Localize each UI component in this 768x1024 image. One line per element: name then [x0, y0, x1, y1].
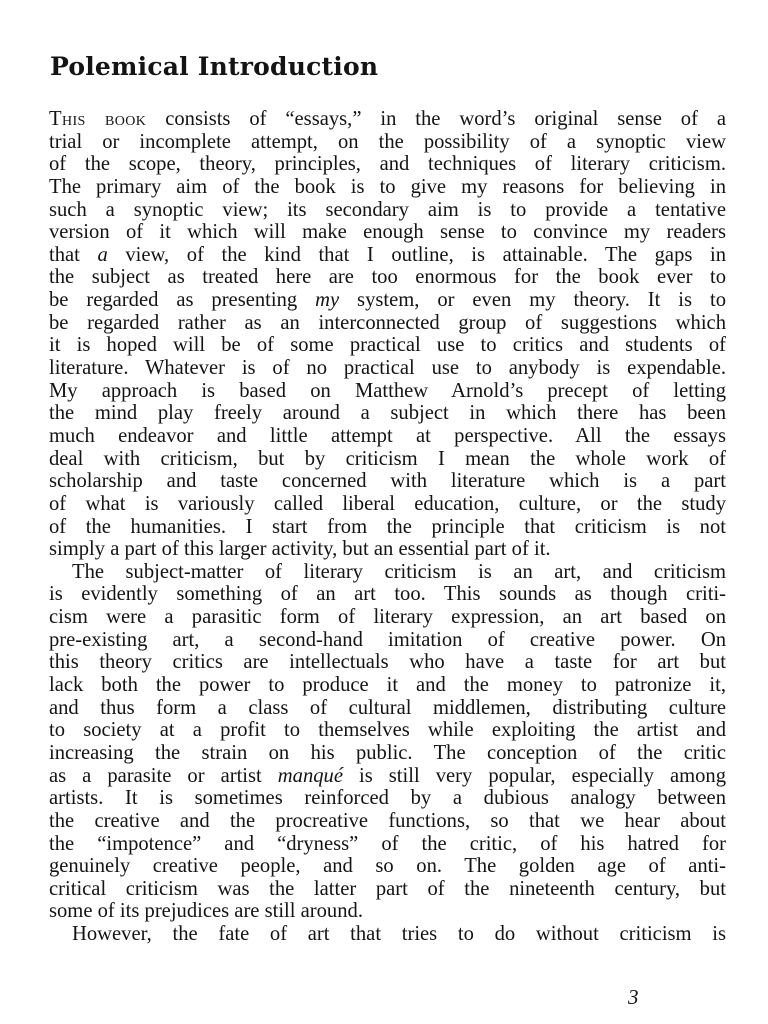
text-run: is evidently something of an art too. This sounds as though criti-: [49, 583, 726, 606]
text-run: the creative and the procreative functions, so that we hear about: [49, 809, 726, 832]
text-run: critical criticism was the latter part of the nineteenth century, but: [49, 877, 726, 900]
text-line: [49, 448, 726, 471]
text-line: [49, 470, 726, 493]
text-line: [49, 289, 726, 312]
text-line: [49, 923, 726, 946]
text-run: this theory critics are intellectuals who have a taste for art but: [49, 651, 726, 674]
text-line: [49, 516, 726, 539]
text-line: [49, 855, 726, 878]
text-line: [49, 176, 726, 199]
text-run: The primary aim of the book is to give my reasons for believing in: [49, 175, 726, 198]
text-run: consists of “essays,” in the word’s original sense of a: [146, 108, 726, 130]
text-line: [49, 878, 726, 901]
text-run: that: [49, 243, 98, 266]
text-run: such a synoptic view; its secondary aim is to provide a tentative: [49, 198, 726, 221]
text-run: of the scope, theory, principles, and techniques of literary criticism.: [49, 153, 726, 176]
text-line: [49, 380, 726, 403]
text-run: it is hoped will be of some practical use to critics and students of: [49, 334, 726, 357]
text-run: pre-existing art, a second-hand imitation of creative power. On: [49, 628, 726, 651]
text-line: [49, 583, 726, 606]
text-run: is still very popular, especially among: [343, 764, 726, 787]
text-line: [49, 131, 726, 154]
text-line: [49, 742, 726, 765]
text-line: [49, 244, 726, 267]
text-run: system, or even my theory. It is to: [339, 289, 726, 312]
text-run: artists. It is sometimes reinforced by a dubious analogy between: [49, 787, 726, 810]
text-run: scholarship and taste concerned with literature which is a part: [49, 470, 726, 493]
text-line: [49, 787, 726, 810]
text-line: [49, 674, 726, 697]
small-caps-run: This book: [49, 108, 147, 130]
text-run: of the humanities. I start from the principle that criticism is not: [49, 515, 726, 538]
text-run: genuinely creative people, and so on. The golden age of anti-: [49, 855, 726, 878]
text-run: be regarded as presenting: [49, 289, 316, 312]
text-line: [49, 199, 726, 222]
italic-run: my: [315, 289, 340, 312]
text-run: version of it which will make enough sense to convince my readers: [49, 221, 726, 244]
chapter-heading: Polemical Introduction: [50, 52, 379, 81]
body-text: [49, 108, 726, 946]
text-line: [49, 606, 726, 629]
text-line: [49, 153, 726, 176]
text-line: [49, 357, 726, 380]
text-run: the mind play freely around a subject in which there has been: [49, 402, 726, 425]
text-line: [49, 221, 726, 244]
text-line: [49, 402, 726, 425]
text-run: deal with criticism, but by criticism I mean the whole work of: [49, 447, 726, 470]
text-run: to society at a profit to themselves while exploiting the artist and: [49, 719, 726, 742]
text-run: literature. Whatever is of no practical use to anybody is expendable.: [49, 357, 726, 380]
text-line: [49, 900, 726, 923]
text-run: much endeavor and little attempt at perspective. All the essays: [49, 424, 726, 447]
text-run: of what is variously called liberal education, culture, or the study: [49, 492, 726, 515]
text-line: [49, 312, 726, 335]
text-run: be regarded rather as an interconnected group of suggestions which: [49, 311, 726, 334]
text-line: [49, 538, 726, 561]
text-line: [49, 493, 726, 516]
text-line: [49, 629, 726, 652]
text-line: [49, 425, 726, 448]
text-run: The subject-matter of literary criticism is an art, and criticism: [72, 560, 726, 583]
text-run: simply a part of this larger activity, but an essential part of it.: [49, 538, 551, 561]
text-run: My approach is based on Matthew Arnold’s precept of letting: [49, 379, 726, 402]
text-line: [49, 651, 726, 674]
text-run: some of its prejudices are still around.: [49, 900, 363, 923]
text-run: the subject as treated here are too enormous for the book ever to: [49, 266, 726, 289]
italic-run: a: [97, 243, 108, 266]
text-line: [49, 108, 726, 131]
text-run: cism were a parasitic form of literary expression, an art based on: [49, 606, 726, 629]
text-line: [49, 334, 726, 357]
page-number: 3: [628, 985, 639, 1009]
text-run: the “impotence” and “dryness” of the critic, of his hatred for: [49, 832, 726, 855]
text-run: trial or incomplete attempt, on the possibility of a synoptic view: [49, 130, 726, 153]
italic-run: manqué: [277, 764, 343, 787]
text-line: [49, 810, 726, 833]
text-line: [49, 266, 726, 289]
text-line: [49, 833, 726, 856]
text-line: [49, 697, 726, 720]
text-run: lack both the power to produce it and the money to patronize it,: [49, 674, 726, 697]
text-run: However, the fate of art that tries to do without criticism is: [72, 923, 726, 946]
text-line: [49, 765, 726, 788]
text-run: increasing the strain on his public. The conception of the critic: [49, 741, 726, 764]
text-run: and thus form a class of cultural middlemen, distributing culture: [49, 696, 726, 719]
text-line: [49, 719, 726, 742]
text-line: [49, 561, 726, 584]
text-run: as a parasite or artist: [49, 764, 278, 787]
text-run: view, of the kind that I outline, is attainable. The gaps in: [107, 243, 726, 266]
